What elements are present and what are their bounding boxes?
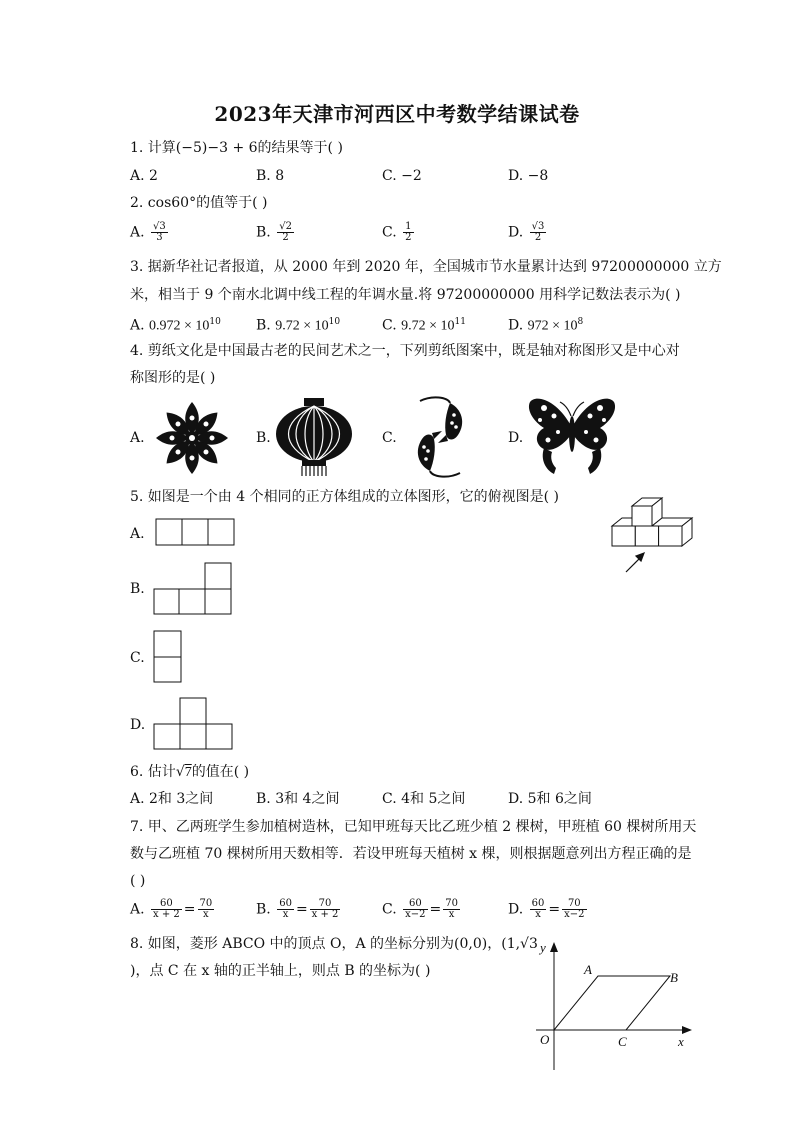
question-8-stem-line1: 8. 如图，菱形 ABCO 中的顶点 O，A 的坐标分别为(0,0)，(1,√3 bbox=[130, 936, 538, 952]
q3-option-c[interactable]: C. $9.72 \times 10^{11}$ bbox=[382, 317, 466, 334]
q5-option-a-view[interactable] bbox=[155, 518, 237, 548]
q5-solid-figure bbox=[606, 496, 706, 578]
question-2-stem: 2. cos60°的值等于( ) bbox=[130, 195, 268, 211]
question-7-stem-line2: 数与乙班植 70 棵树所用天数相等．若设甲班每天植树 x 棵，则根据题意列出方程正确的是 bbox=[130, 846, 692, 862]
q2-option-b[interactable] bbox=[256, 222, 296, 243]
y-axis-arrow bbox=[550, 942, 558, 952]
q6-option-b[interactable]: B. 3和 4之间 bbox=[256, 791, 340, 807]
papercut-butterfly-icon[interactable] bbox=[526, 394, 618, 478]
papercut-koi-fish-icon[interactable] bbox=[400, 393, 480, 481]
question-1-stem: 1. 计算(−5)−3 + 6的结果等于( ) bbox=[130, 140, 343, 156]
question-8-stem-line2: )，点 C 在 x 轴的正半轴上，则点 B 的坐标为( ) bbox=[130, 963, 431, 979]
question-7-stem-line1: 7. 甲、乙两班学生参加植树造林，已知甲班每天比乙班少植 2 棵树，甲班植 60 棵树所用天 bbox=[130, 819, 697, 835]
q3-option-b[interactable]: B. $9.72 \times 10^{10}$ bbox=[256, 317, 341, 334]
q2-label-d: D. bbox=[508, 224, 524, 241]
q3-option-d[interactable]: D. $972 \times 10^8$ bbox=[508, 317, 584, 334]
q1-option-d[interactable]: D. −8 bbox=[508, 168, 549, 184]
q2-fraction-d: $\frac{√3}{2}$ bbox=[531, 221, 545, 243]
question-3-stem-line1: 3. 据新华社记者报道，从 2000 年到 2020 年，全国城市节水量累计达到 97200000000 立方 bbox=[130, 259, 722, 275]
q6-option-d[interactable]: D. 5和 6之间 bbox=[508, 791, 592, 807]
q2-label-b: B. bbox=[256, 224, 271, 241]
question-3-stem-line2: 米，相当于 9 个南水北调中线工程的年调水量.将 97200000000 用科学记数法表示为( ) bbox=[130, 287, 681, 303]
q2-option-c[interactable] bbox=[382, 222, 416, 243]
question-4-stem-line2: 称图形的是( ) bbox=[130, 370, 216, 386]
question-6-stem: 6. 估计√7的值在( ) bbox=[130, 764, 250, 780]
q7-option-b[interactable]: B. $\frac{60}{x}$ = $\frac{70}{x + 2}$ bbox=[256, 898, 339, 920]
square-root-symbol: √ bbox=[175, 764, 185, 780]
papercut-flower-icon[interactable] bbox=[150, 398, 234, 478]
x-axis-arrow bbox=[682, 1026, 692, 1034]
q8-rhombus-graph bbox=[530, 940, 694, 1075]
q1-option-b[interactable]: B. 8 bbox=[256, 168, 285, 184]
q4-label-c[interactable]: C. bbox=[382, 430, 397, 446]
q5-label-a[interactable]: A. bbox=[130, 526, 145, 542]
question-4-stem-line1: 4. 剪纸文化是中国最古老的民间艺术之一，下列剪纸图案中，既是轴对称图形又是中心对 bbox=[130, 343, 680, 359]
graph-label-y: y bbox=[540, 940, 546, 955]
graph-label-a: A bbox=[584, 962, 592, 977]
q5-label-b[interactable]: B. bbox=[130, 581, 145, 597]
q7-option-d[interactable]: D. $\frac{60}{x}$ = $\frac{70}{x-2}$ bbox=[508, 898, 585, 920]
q5-option-c-view[interactable] bbox=[153, 630, 185, 684]
q2-option-d[interactable] bbox=[508, 222, 548, 243]
graph-label-x: x bbox=[678, 1034, 684, 1049]
q2-fraction-c: $\frac{1}{2}$ bbox=[405, 221, 412, 243]
q2-option-a[interactable] bbox=[130, 222, 170, 243]
q2-label-a: A. bbox=[130, 224, 145, 241]
q1-option-c[interactable]: C. −2 bbox=[382, 168, 422, 184]
q5-label-c[interactable]: C. bbox=[130, 650, 145, 666]
page-title: 2023年天津市河西区中考数学结课试卷 bbox=[214, 102, 580, 126]
question-7-stem-line3: ( ) bbox=[130, 873, 146, 889]
graph-label-b: B bbox=[670, 970, 678, 985]
rhombus-abco bbox=[554, 976, 670, 1030]
q4-label-d[interactable]: D. bbox=[508, 430, 524, 446]
q6-option-a[interactable]: A. 2和 3之间 bbox=[130, 791, 214, 807]
q7-option-c[interactable]: C. $\frac{60}{x-2}$ = $\frac{70}{x}$ bbox=[382, 898, 458, 920]
q3-option-a[interactable]: A. $0.972 \times 10^{10}$ bbox=[130, 317, 221, 334]
q5-label-d[interactable]: D. bbox=[130, 717, 146, 733]
q7-option-a[interactable]: A. $\frac{60}{x + 2}$ = $\frac{70}{x}$ bbox=[130, 898, 213, 920]
q5-option-d-view[interactable] bbox=[153, 697, 235, 751]
question-5-stem: 5. 如图是一个由 4 个相同的正方体组成的立体图形，它的俯视图是( ) bbox=[130, 489, 559, 505]
graph-label-o: O bbox=[540, 1032, 550, 1047]
q1-option-a[interactable]: A. 2 bbox=[130, 168, 158, 184]
q5-option-b-view[interactable] bbox=[153, 562, 233, 616]
q2-fraction-b: $\frac{√2}{2}$ bbox=[279, 221, 292, 243]
q4-label-b[interactable]: B. bbox=[256, 430, 271, 446]
graph-label-c: C bbox=[618, 1034, 627, 1049]
papercut-lantern-icon[interactable] bbox=[272, 396, 356, 478]
q4-label-a[interactable]: A. bbox=[130, 430, 145, 446]
q2-label-c: C. bbox=[382, 224, 397, 241]
q2-fraction-a: $\frac{√3}{3}$ bbox=[153, 221, 166, 243]
q6-option-c[interactable]: C. 4和 5之间 bbox=[382, 791, 466, 807]
